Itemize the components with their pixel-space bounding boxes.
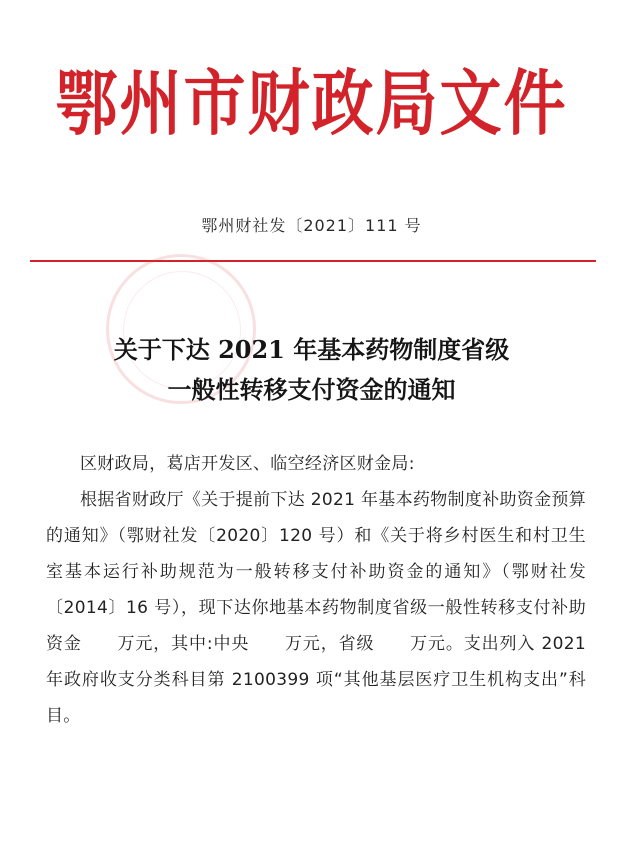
notice-body	[46, 446, 586, 734]
notice-title-line-1: 关于下达 2021 年基本药物制度省级	[113, 335, 510, 364]
document-number: 鄂州财社发〔2021〕111 号	[201, 216, 422, 235]
notice-title	[0, 330, 623, 410]
salutation: 区财政局，葛店开发区、临空经济区财金局:	[80, 454, 415, 474]
body-paragraph: 根据省财政厅《关于提前下达 2021 年基本药物制度补助资金预算的通知》（鄂财社发〔2020〕120 号）和《关于将乡村医生和村卫生室基本运行补助规范为一般转移支付补助资金的通知》（鄂财社发〔2014〕16 号），现下达你地基本药物制度省级一般性转移支付补助资金 万元，其中:中央 万元，省级 万元。支出列入 2021 年政府收支分类科目第 2100399 项“其他基层医疗卫生机构支出”科目。	[46, 490, 586, 726]
issuer-title: 鄂州市财政局文件	[55, 61, 568, 146]
notice-title-line-2: 一般性转移支付资金的通知	[167, 375, 456, 404]
red-divider-line	[30, 260, 596, 262]
